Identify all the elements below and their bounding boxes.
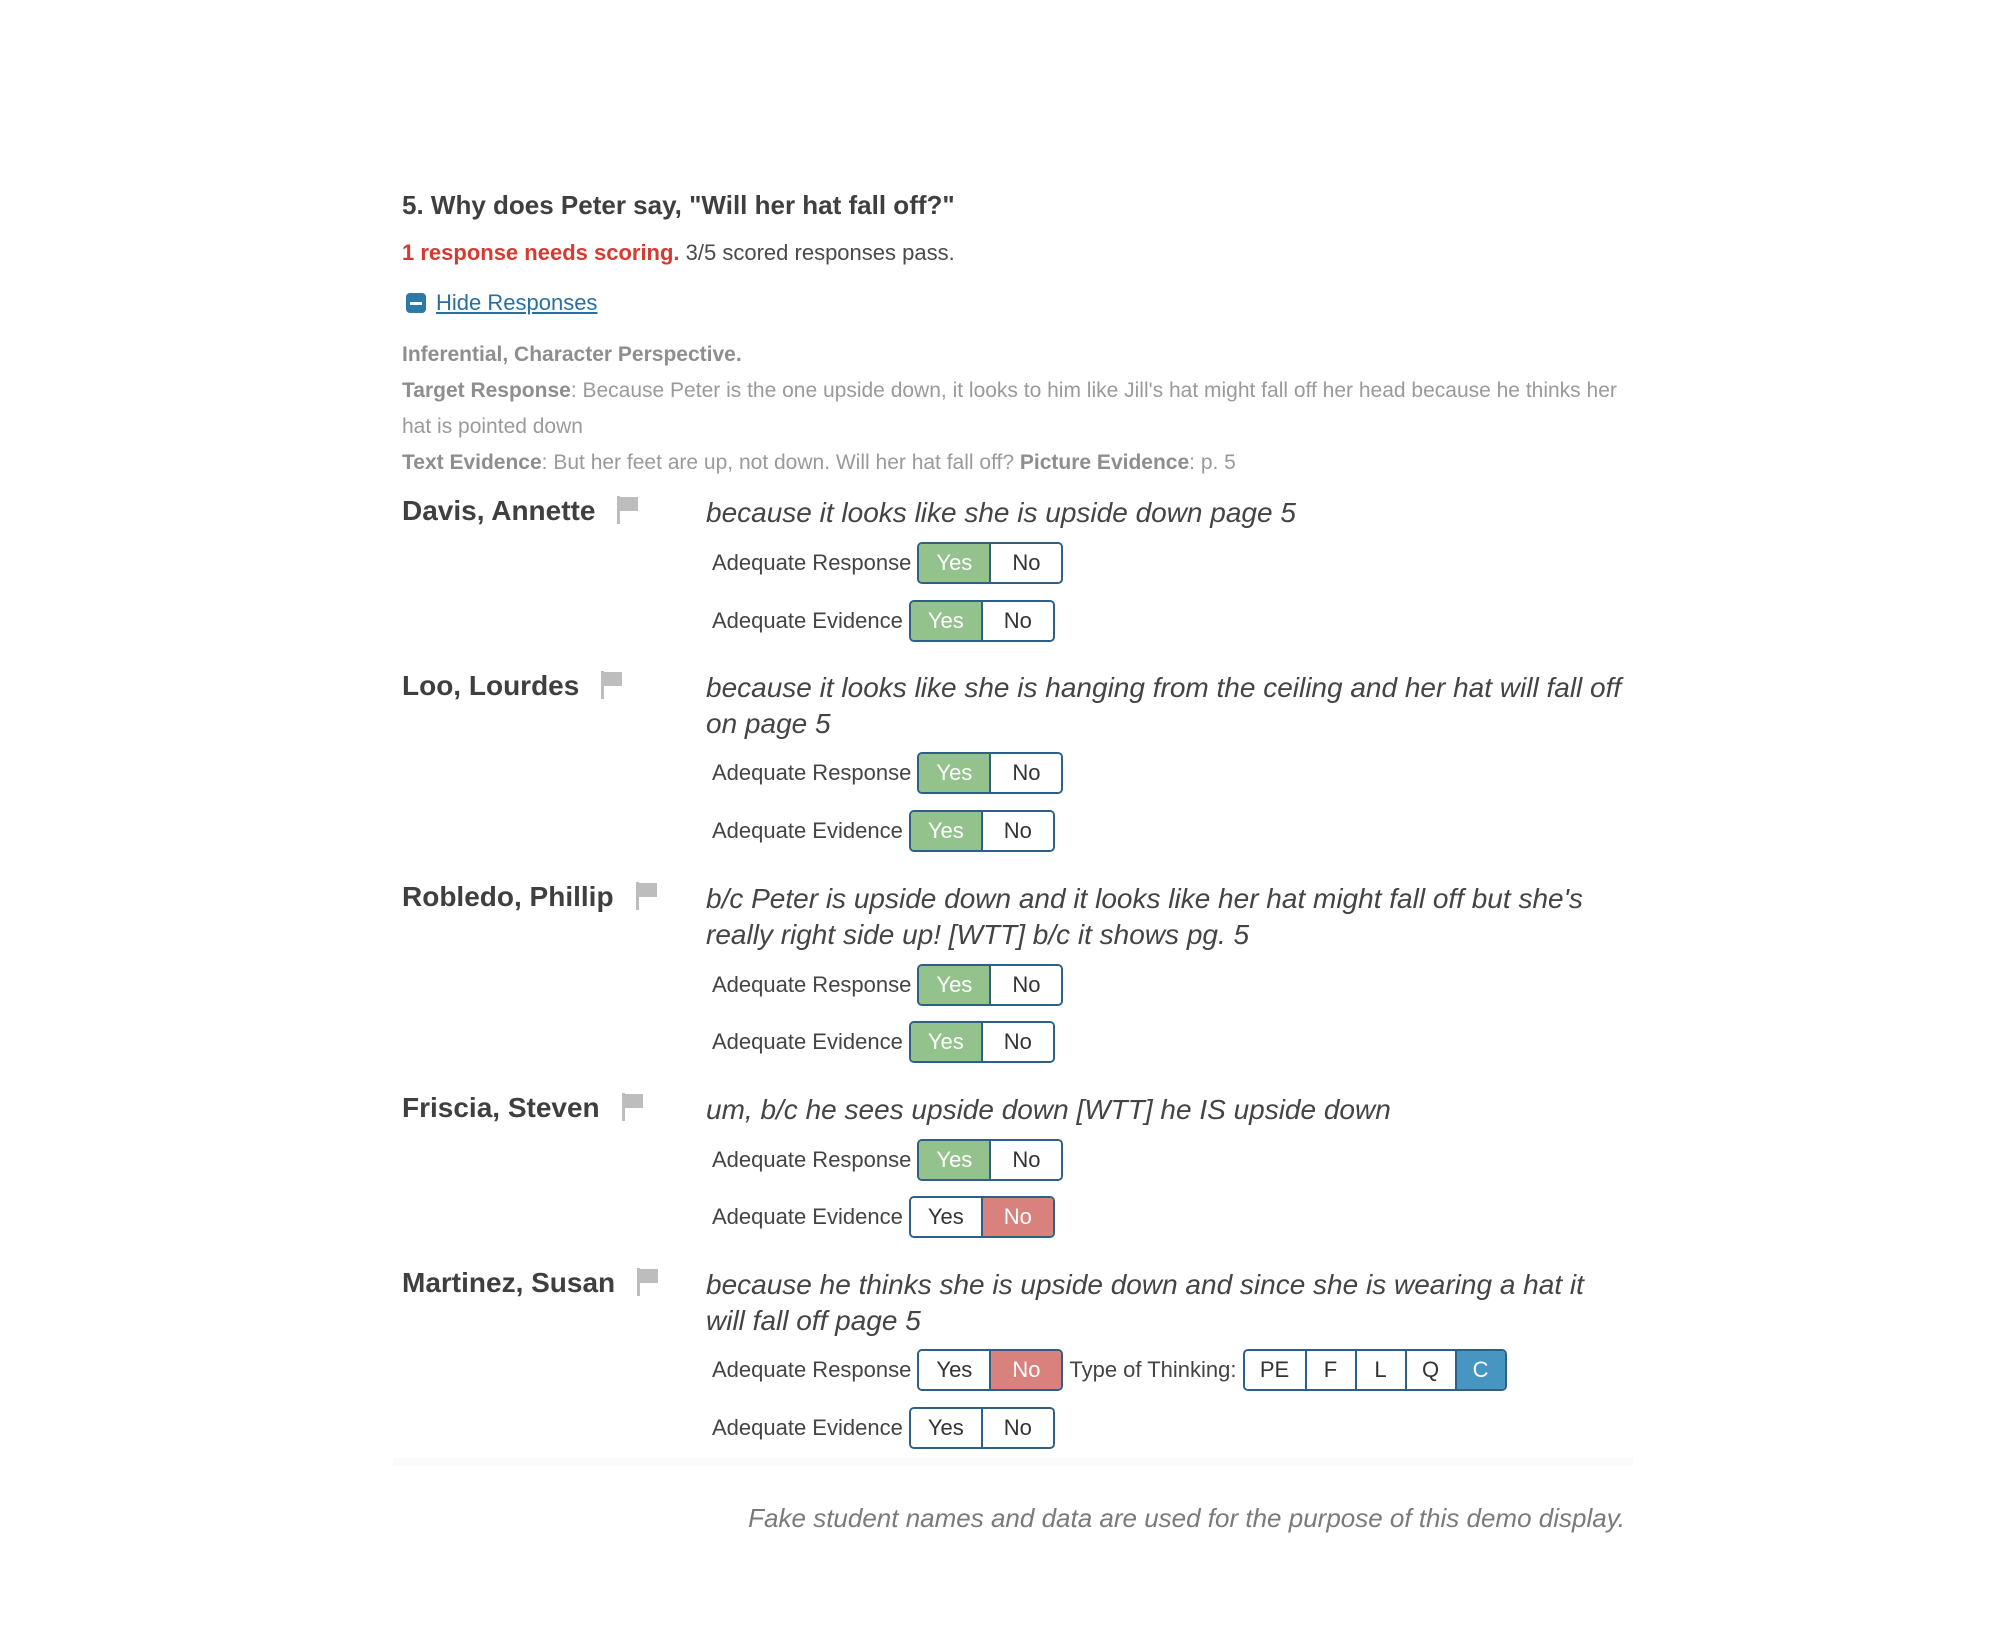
student-name-row — [402, 1092, 644, 1128]
scoring-summary: 3/5 scored responses pass. — [685, 240, 955, 265]
response-yes-button[interactable]: Yes — [919, 966, 989, 1004]
student-name-row — [402, 881, 658, 917]
thinking-c-button[interactable]: C — [1455, 1351, 1505, 1389]
adequate-evidence-label: Adequate Evidence — [712, 1029, 903, 1054]
response-no-button[interactable]: No — [989, 1141, 1061, 1179]
response-toggle — [917, 752, 1063, 794]
type-of-thinking-toggle — [1243, 1349, 1507, 1391]
response-no-button[interactable]: No — [989, 966, 1061, 1004]
adequate-evidence-label: Adequate Evidence — [712, 818, 903, 843]
adequate-response-row — [712, 752, 1063, 794]
response-toggle — [917, 542, 1063, 584]
flag-icon[interactable] — [601, 671, 623, 706]
adequate-evidence-row — [712, 1196, 1055, 1238]
student-name-row — [402, 670, 623, 706]
evidence-yes-button[interactable]: Yes — [911, 602, 981, 640]
thinking-l-button[interactable]: L — [1355, 1351, 1405, 1389]
needs-scoring-alert: 1 response needs scoring. — [402, 240, 680, 265]
scoring-status — [402, 240, 955, 266]
response-toggle — [917, 964, 1063, 1006]
hide-responses-link[interactable]: Hide Responses — [436, 290, 598, 315]
flag-icon[interactable] — [636, 882, 658, 917]
student-answer: because he thinks she is upside down and since she is wearing a hat it will fall off page 5 — [706, 1269, 1584, 1336]
evidence-no-button[interactable]: No — [981, 602, 1053, 640]
evidence-toggle — [909, 1407, 1055, 1449]
adequate-evidence-label: Adequate Evidence — [712, 1204, 903, 1229]
response-yes-button[interactable]: Yes — [919, 544, 989, 582]
adequate-response-row — [712, 964, 1063, 1006]
response-yes-button[interactable]: Yes — [919, 1141, 989, 1179]
response-no-button[interactable]: No — [989, 1351, 1061, 1389]
evidence-no-button[interactable]: No — [981, 1198, 1053, 1236]
evidence-no-button[interactable]: No — [981, 1409, 1053, 1447]
question-title: 5. Why does Peter say, "Will her hat fall off?" — [402, 190, 955, 220]
student-name: Robledo, Phillip — [402, 881, 614, 912]
response-yes-button[interactable]: Yes — [919, 754, 989, 792]
flag-icon[interactable] — [637, 1268, 659, 1303]
response-toggle — [917, 1139, 1063, 1181]
adequate-evidence-row — [712, 810, 1055, 852]
student-name: Davis, Annette — [402, 495, 596, 526]
adequate-response-row — [712, 542, 1063, 584]
adequate-evidence-label: Adequate Evidence — [712, 608, 903, 633]
adequate-response-row — [712, 1349, 1507, 1391]
response-toggle — [917, 1349, 1063, 1391]
minus-square-icon[interactable] — [406, 293, 426, 313]
evidence-yes-button[interactable]: Yes — [911, 1198, 981, 1236]
student-answer: b/c Peter is upside down and it looks like her hat might fall off but she's really right side up! [WTT] b/c it shows pg. 5 — [706, 883, 1583, 950]
demo-disclaimer: Fake student names and data are used for the purpose of this demo display. — [748, 1503, 1625, 1533]
adequate-response-label: Adequate Response — [712, 1357, 912, 1382]
evidence-no-button[interactable]: No — [981, 1023, 1053, 1061]
adequate-evidence-row — [712, 1407, 1055, 1449]
adequate-evidence-row — [712, 1021, 1055, 1063]
evidence-line: Text Evidence: But her feet are up, not down. Will her hat fall off? Picture Evidence: p. 5 — [402, 451, 1236, 474]
thinking-q-button[interactable]: Q — [1405, 1351, 1455, 1389]
student-answer: because it looks like she is hanging from the ceiling and her hat will fall off on page 5 — [706, 672, 1622, 739]
student-answer: um, b/c he sees upside down [WTT] he IS upside down — [706, 1094, 1391, 1125]
flag-icon[interactable] — [622, 1093, 644, 1128]
flag-icon[interactable] — [617, 496, 639, 531]
response-no-button[interactable]: No — [989, 544, 1061, 582]
student-answer: because it looks like she is upside down page 5 — [706, 497, 1296, 528]
question-panel — [401, 180, 1631, 1533]
thinking-f-button[interactable]: F — [1305, 1351, 1355, 1389]
evidence-toggle — [909, 810, 1055, 852]
adequate-response-row — [712, 1139, 1063, 1181]
response-no-button[interactable]: No — [989, 754, 1061, 792]
student-name-row — [402, 1267, 659, 1303]
student-name: Loo, Lourdes — [402, 670, 580, 701]
adequate-evidence-row — [712, 600, 1055, 642]
evidence-toggle — [909, 600, 1055, 642]
type-of-thinking-label: Type of Thinking: — [1069, 1357, 1237, 1382]
adequate-response-label: Adequate Response — [712, 760, 912, 785]
question-category: Inferential, Character Perspective. — [402, 343, 742, 366]
question-metadata — [402, 337, 1632, 481]
adequate-response-label: Adequate Response — [712, 972, 912, 997]
thinking-pe-button[interactable]: PE — [1245, 1351, 1305, 1389]
target-response: Target Response: Because Peter is the one upside down, it looks to him like Jill's hat might fall off her head because he thinks her hat is pointed down — [402, 379, 1617, 438]
evidence-yes-button[interactable]: Yes — [911, 1023, 981, 1061]
section-divider — [393, 1458, 1633, 1466]
hide-responses-toggle[interactable] — [406, 290, 597, 316]
evidence-toggle — [909, 1196, 1055, 1238]
evidence-toggle — [909, 1021, 1055, 1063]
adequate-response-label: Adequate Response — [712, 550, 912, 575]
adequate-response-label: Adequate Response — [712, 1147, 912, 1172]
adequate-evidence-label: Adequate Evidence — [712, 1415, 903, 1440]
student-name-row — [402, 495, 639, 531]
evidence-yes-button[interactable]: Yes — [911, 1409, 981, 1447]
student-name: Martinez, Susan — [402, 1267, 616, 1298]
evidence-yes-button[interactable]: Yes — [911, 812, 981, 850]
evidence-no-button[interactable]: No — [981, 812, 1053, 850]
response-yes-button[interactable]: Yes — [919, 1351, 989, 1389]
student-name: Friscia, Steven — [402, 1092, 600, 1123]
